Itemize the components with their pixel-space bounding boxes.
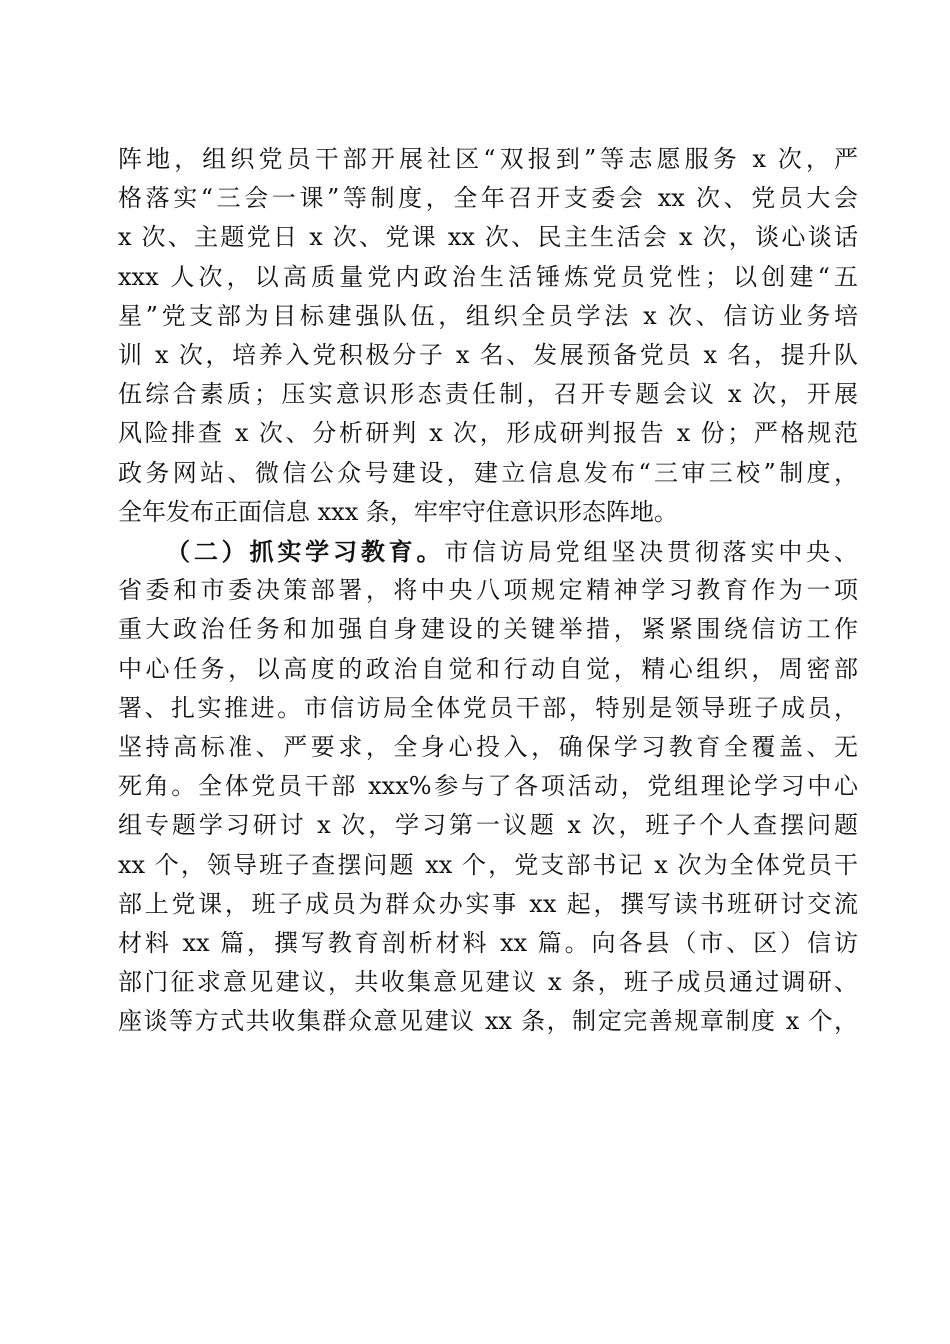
paragraph-study-education <box>118 532 858 1041</box>
text-line: 风险排查 x 次、分析研判 x 次，形成研判报告 x 份；严格规范 <box>118 419 858 448</box>
text-line: 省委和市委决策部署，将中央八项规定精神学习教育作为一项 <box>118 576 858 605</box>
text-line: 政务网站、微信公众号建设，建立信息发布“三审三校”制度， <box>118 458 858 487</box>
text-line: 重大政治任务和加强自身建设的关键举措，紧紧围绕信访工作 <box>118 615 858 644</box>
text-line: 星”党支部为目标建强队伍，组织全员学法 x 次、信访业务培 <box>118 301 858 330</box>
text-line: 中心任务，以高度的政治自觉和行动自觉，精心组织，周密部 <box>118 654 858 683</box>
text-line: x 次、主题党日 x 次、党课 xx 次、民主生活会 x 次，谈心谈话 <box>118 223 858 252</box>
text-line: 全年发布正面信息 xxx 条，牢牢守住意识形态阵地。 <box>118 497 678 526</box>
text-line: xx 个，领导班子查摆问题 xx 个，党支部书记 x 次为全体党员干 <box>118 850 858 879</box>
text-line: 训 x 次，培养入党积极分子 x 名、发展预备党员 x 名，提升队 <box>118 340 858 369</box>
text-line: 材料 xx 篇，撰写教育剖析材料 xx 篇。向各县（市、区）信访 <box>118 928 858 957</box>
section-first-line <box>118 532 858 571</box>
text-line: 署、扎实推进。市信访局全体党员干部，特别是领导班子成员， <box>118 693 858 722</box>
section-first-line-text: 市信访局党组坚决贯彻落实中央、 <box>444 538 859 566</box>
text-line: 坚持高标准、严要求，全身心投入，确保学习教育全覆盖、无 <box>118 732 858 761</box>
text-line: 阵地，组织党员干部开展社区“双报到”等志愿服务 x 次，严 <box>118 145 858 173</box>
section-heading: （二）抓实学习教育。 <box>166 537 445 566</box>
paragraph-party-building <box>118 140 858 532</box>
text-line: 座谈等方式共收集群众意见建议 xx 条，制定完善规章制度 x 个， <box>118 1007 858 1036</box>
text-line: 伍综合素质；压实意识形态责任制，召开专题会议 x 次，开展 <box>118 380 858 409</box>
text-line: 部门征求意见建议，共收集意见建议 x 条，班子成员通过调研、 <box>118 968 858 997</box>
text-line: 格落实“三会一课”等制度，全年召开支委会 xx 次、党员大会 <box>118 184 858 213</box>
text-line: xxx 人次，以高质量党内政治生活锤炼党员党性；以创建“五 <box>118 262 858 291</box>
text-line: 部上党课，班子成员为群众办实事 xx 起，撰写读书班研讨交流 <box>118 889 858 918</box>
text-line: 组专题学习研讨 x 次，学习第一议题 x 次，班子个人查摆问题 <box>118 811 858 840</box>
text-line: 死角。全体党员干部 xxx%参与了各项活动，党组理论学习中心 <box>118 772 858 801</box>
